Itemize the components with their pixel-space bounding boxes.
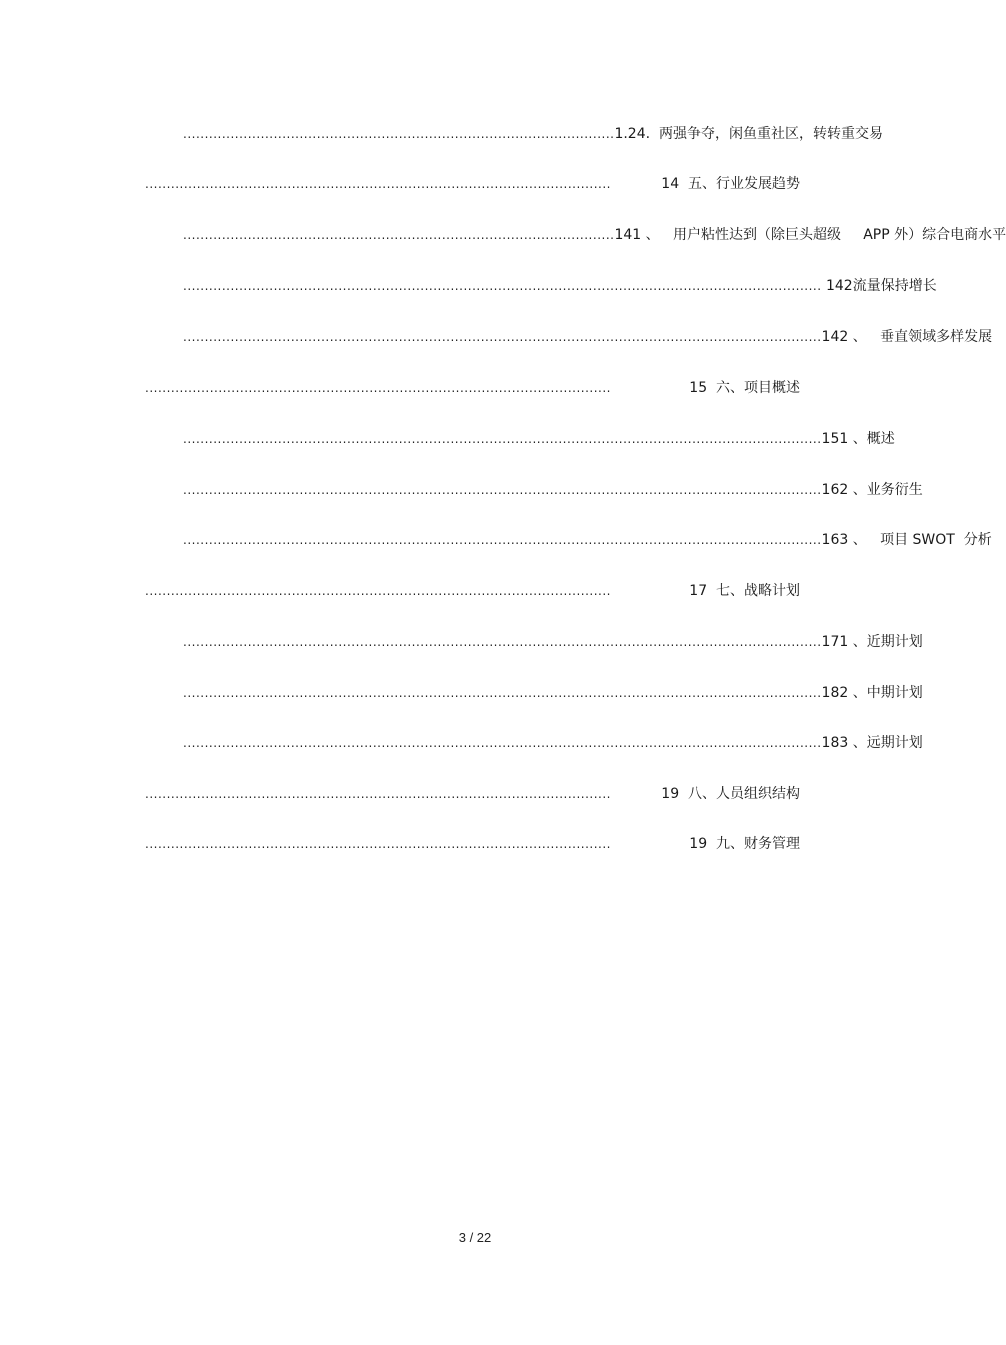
toc-entry[interactable] (183, 428, 895, 450)
toc-entry[interactable] (183, 529, 992, 551)
toc-leader-dots: .................................................................................................................................................... (183, 635, 822, 649)
toc-leader-dots: .................................................................................................................................................... (183, 736, 822, 750)
toc-entry[interactable] (183, 631, 923, 653)
toc-entry-text: 17 七、战略计划 (644, 583, 800, 599)
toc-entry-text: 142 、 垂直领域多样发展 (821, 329, 993, 345)
toc-entry-text: 183 、远期计划 (821, 735, 923, 751)
toc-entry-text: 182 、中期计划 (821, 685, 923, 701)
toc-entry-text: 151 、概述 (821, 431, 895, 447)
toc-leader-dots: .................................................................................................................................................... (183, 432, 822, 446)
toc-leader-dots: .................................................................................................................................................... (183, 330, 822, 344)
toc-entry[interactable] (183, 326, 993, 348)
toc-leader-dots: ............................................................................................................ (145, 584, 611, 598)
toc-entry-text: 19 八、人员组织结构 (616, 786, 800, 802)
toc-leader-dots: .................................................................................................... (183, 228, 615, 242)
toc-entry-text: 162 、业务衍生 (821, 482, 923, 498)
toc-entry-text: 14 五、行业发展趋势 (616, 176, 800, 192)
toc-leader-dots: ............................................................................................................ (145, 381, 611, 395)
toc-leader-dots: .................................................................................................... (183, 127, 615, 141)
toc-entry-text: 1.24. 两强争夺，闲鱼重社区，转转重交易 (614, 126, 883, 142)
page-number: 3 / 22 (458, 1230, 492, 1245)
toc-leader-dots: ............................................................................................................ (145, 837, 611, 851)
toc-leader-dots: .................................................................................................................................................... (183, 533, 822, 547)
toc-entry-text: 141 、 用户粘性达到（除巨头超级 APP 外）综合电商水平 (614, 227, 1006, 243)
toc-entry-text: 15 六、项目概述 (644, 380, 800, 396)
toc-entry[interactable] (183, 123, 883, 145)
toc-entry-text: 163 、 项目 SWOT 分析 (821, 532, 992, 548)
toc-entry-text: 142流量保持增长 (821, 278, 937, 294)
toc-leader-dots: ............................................................................................................ (145, 177, 611, 191)
toc-entry[interactable] (145, 580, 800, 602)
toc-entry[interactable] (145, 783, 800, 805)
toc-leader-dots: .................................................................................................................................................... (183, 483, 822, 497)
toc-entry[interactable] (183, 682, 923, 704)
toc-leader-dots: ............................................................................................................ (145, 787, 611, 801)
toc-entry[interactable] (145, 173, 800, 195)
toc-leader-dots: .................................................................................................................................................... (183, 279, 822, 293)
toc-entry[interactable] (183, 732, 923, 754)
toc-entry[interactable] (145, 833, 800, 855)
toc-entry[interactable] (145, 377, 800, 399)
toc-entry[interactable] (183, 224, 1006, 246)
toc-entry-text: 19 九、财务管理 (644, 836, 800, 852)
toc-entry[interactable] (183, 479, 923, 501)
toc-leader-dots: .................................................................................................................................................... (183, 686, 822, 700)
toc-entry-text: 171 、近期计划 (821, 634, 923, 650)
toc-entry[interactable] (183, 275, 937, 297)
